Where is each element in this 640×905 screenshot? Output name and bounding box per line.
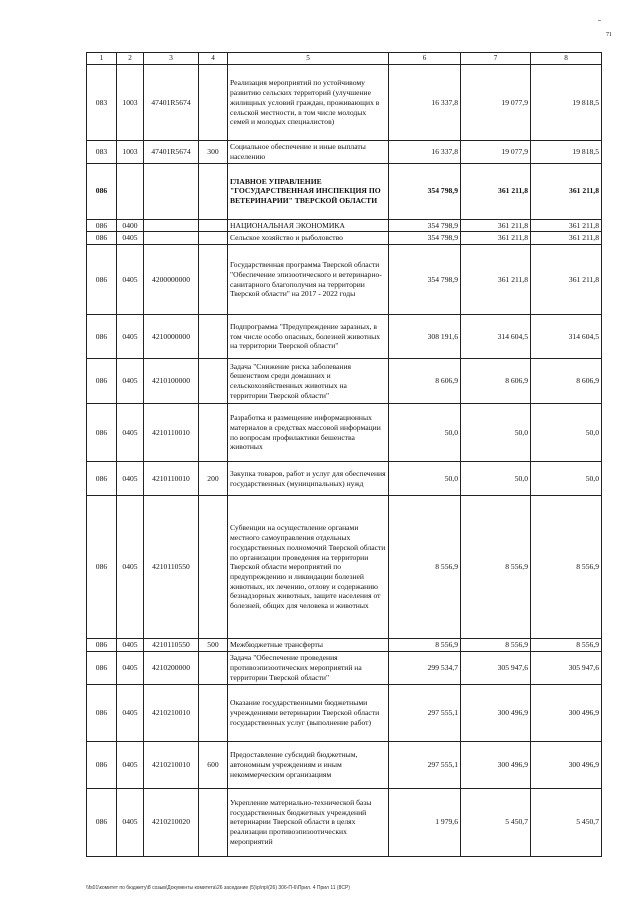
amount-col-7: 8 606,9 bbox=[461, 359, 531, 404]
amount-col-8: 361 211,8 bbox=[531, 245, 602, 315]
admin-code: 086 bbox=[87, 315, 117, 359]
file-path-footer: \\fs01\комитет по бюджету\8 созыв\Документы комитета\26 заседание (5)\р\пр\(26) 306-П-6\Прил. 4 Прил 11 (8СР) bbox=[86, 885, 350, 891]
target-article: 47401R5674 bbox=[144, 65, 199, 141]
admin-code: 086 bbox=[87, 163, 117, 219]
row-description: Задача "Обеспечение проведения противоэпизоотических мероприятий на территории Тверской области" bbox=[228, 651, 389, 684]
expense-type bbox=[199, 65, 228, 141]
admin-code: 086 bbox=[87, 788, 117, 856]
admin-code: 086 bbox=[87, 232, 117, 245]
expense-type bbox=[199, 684, 228, 741]
table-row bbox=[87, 315, 602, 359]
row-description: Задача "Снижение риска заболевания бешенством среди домашних и сельскохозяйственных животных на территории Тверской области" bbox=[228, 359, 389, 404]
row-description: Социальное обеспечение и иные выплаты населению bbox=[228, 141, 389, 163]
expense-type bbox=[199, 788, 228, 856]
section-code: 0405 bbox=[117, 788, 144, 856]
amount-col-8: 361 211,8 bbox=[531, 219, 602, 232]
amount-col-7: 19 077,9 bbox=[461, 141, 531, 163]
amount-col-7: 305 947,6 bbox=[461, 651, 531, 684]
row-description: Подпрограмма "Предупреждение заразных, в том числе особо опасных, болезней животных на территории Тверской области" bbox=[228, 315, 389, 359]
admin-code: 086 bbox=[87, 496, 117, 639]
amount-col-8: 50,0 bbox=[531, 462, 602, 496]
amount-col-6: 354 798,9 bbox=[389, 245, 461, 315]
amount-col-7: 361 211,8 bbox=[461, 163, 531, 219]
section-code: 0405 bbox=[117, 404, 144, 462]
amount-col-8: 8 556,9 bbox=[531, 496, 602, 639]
amount-col-8: 8 556,9 bbox=[531, 639, 602, 652]
table-row bbox=[87, 651, 602, 684]
header-col-7: 7 bbox=[461, 53, 531, 65]
table-row bbox=[87, 639, 602, 652]
amount-col-7: 361 211,8 bbox=[461, 219, 531, 232]
header-col-3: 3 bbox=[144, 53, 199, 65]
expense-type bbox=[199, 359, 228, 404]
admin-code: 086 bbox=[87, 462, 117, 496]
header-col-5: 5 bbox=[228, 53, 389, 65]
admin-code: 086 bbox=[87, 359, 117, 404]
row-description: НАЦИОНАЛЬНАЯ ЭКОНОМИКА bbox=[228, 219, 389, 232]
amount-col-7: 19 077,9 bbox=[461, 65, 531, 141]
admin-code: 083 bbox=[87, 65, 117, 141]
expense-type bbox=[199, 245, 228, 315]
section-code: 0405 bbox=[117, 315, 144, 359]
amount-col-6: 308 191,6 bbox=[389, 315, 461, 359]
amount-col-6: 297 555,1 bbox=[389, 741, 461, 788]
row-description: ГЛАВНОЕ УПРАВЛЕНИЕ "ГОСУДАРСТВЕННАЯ ИНСПЕКЦИЯ ПО ВЕТЕРИНАРИИ" ТВЕРСКОЙ ОБЛАСТИ bbox=[228, 163, 389, 219]
table-row bbox=[87, 462, 602, 496]
amount-col-6: 16 337,8 bbox=[389, 141, 461, 163]
admin-code: 086 bbox=[87, 404, 117, 462]
amount-col-6: 8 556,9 bbox=[389, 496, 461, 639]
table-row bbox=[87, 741, 602, 788]
amount-col-8: 361 211,8 bbox=[531, 232, 602, 245]
header-col-1: 1 bbox=[87, 53, 117, 65]
amount-col-7: 50,0 bbox=[461, 462, 531, 496]
target-article: 4200000000 bbox=[144, 245, 199, 315]
expense-type bbox=[199, 163, 228, 219]
row-description: Укрепление материально-технической базы государственных бюджетных учреждений ветеринарии Тверской области в целях реализации противоэпизоотических мероприятий bbox=[228, 788, 389, 856]
header-col-4: 4 bbox=[199, 53, 228, 65]
section-code: 0405 bbox=[117, 359, 144, 404]
row-description: Реализация мероприятий по устойчивому развитию сельских территорий (улучшение жилищных условий граждан, проживающих в сельской местности, в том числе молодых семей и молодых специалистов) bbox=[228, 65, 389, 141]
section-code: 0405 bbox=[117, 462, 144, 496]
target-article: 4210000000 bbox=[144, 315, 199, 359]
amount-col-6: 16 337,8 bbox=[389, 65, 461, 141]
table-row bbox=[87, 65, 602, 141]
amount-col-8: 19 818,5 bbox=[531, 141, 602, 163]
row-description: Субвенции на осуществление органами местного самоуправления отдельных государственных полномочий Тверской области по организации проведения на территории Тверской области мероприятий по предупреждению и ликвидации болезней животных, их лечению, отлову и содержанию безнадзорных животных, защите населения от болезней, общих для человека и животных bbox=[228, 496, 389, 639]
target-article: 4210110550 bbox=[144, 639, 199, 652]
page-number: 71 bbox=[606, 32, 612, 38]
target-article: 4210100000 bbox=[144, 359, 199, 404]
amount-col-8: 300 496,9 bbox=[531, 684, 602, 741]
amount-col-8: 19 818,5 bbox=[531, 65, 602, 141]
amount-col-6: 354 798,9 bbox=[389, 219, 461, 232]
amount-col-7: 50,0 bbox=[461, 404, 531, 462]
header-col-2: 2 bbox=[117, 53, 144, 65]
amount-col-8: 361 211,8 bbox=[531, 163, 602, 219]
section-code: 0405 bbox=[117, 651, 144, 684]
header-row bbox=[87, 53, 602, 65]
table-row bbox=[87, 245, 602, 315]
table-row bbox=[87, 788, 602, 856]
scan-speck bbox=[598, 20, 601, 21]
budget-table bbox=[86, 52, 602, 857]
target-article bbox=[144, 219, 199, 232]
amount-col-8: 50,0 bbox=[531, 404, 602, 462]
amount-col-6: 299 534,7 bbox=[389, 651, 461, 684]
amount-col-6: 50,0 bbox=[389, 404, 461, 462]
target-article: 4210210010 bbox=[144, 741, 199, 788]
table-row bbox=[87, 163, 602, 219]
expense-type bbox=[199, 219, 228, 232]
amount-col-6: 8 606,9 bbox=[389, 359, 461, 404]
table-row bbox=[87, 684, 602, 741]
section-code: 0405 bbox=[117, 741, 144, 788]
expense-type: 500 bbox=[199, 639, 228, 652]
table-row bbox=[87, 141, 602, 163]
amount-col-8: 300 496,9 bbox=[531, 741, 602, 788]
expense-type bbox=[199, 315, 228, 359]
section-code: 0405 bbox=[117, 496, 144, 639]
row-description: Государственная программа Тверской области "Обеспечение эпизоотического и ветеринарно-санитарного благополучия на территории Тверской области" на 2017 - 2022 годы bbox=[228, 245, 389, 315]
amount-col-8: 314 604,5 bbox=[531, 315, 602, 359]
amount-col-7: 314 604,5 bbox=[461, 315, 531, 359]
target-article: 4210110550 bbox=[144, 496, 199, 639]
admin-code: 086 bbox=[87, 245, 117, 315]
amount-col-6: 50,0 bbox=[389, 462, 461, 496]
header-col-8: 8 bbox=[531, 53, 602, 65]
section-code: 0400 bbox=[117, 219, 144, 232]
amount-col-6: 354 798,9 bbox=[389, 232, 461, 245]
table-row bbox=[87, 496, 602, 639]
amount-col-7: 361 211,8 bbox=[461, 245, 531, 315]
amount-col-7: 8 556,9 bbox=[461, 496, 531, 639]
amount-col-6: 354 798,9 bbox=[389, 163, 461, 219]
target-article: 4210210010 bbox=[144, 684, 199, 741]
section-code bbox=[117, 163, 144, 219]
row-description: Закупка товаров, работ и услуг для обеспечения государственных (муниципальных) нужд bbox=[228, 462, 389, 496]
expense-type: 200 bbox=[199, 462, 228, 496]
admin-code: 086 bbox=[87, 219, 117, 232]
amount-col-8: 8 606,9 bbox=[531, 359, 602, 404]
expense-type bbox=[199, 404, 228, 462]
target-article: 4210110010 bbox=[144, 404, 199, 462]
target-article: 47401R5674 bbox=[144, 141, 199, 163]
target-article: 4210200000 bbox=[144, 651, 199, 684]
section-code: 0405 bbox=[117, 639, 144, 652]
expense-type: 300 bbox=[199, 141, 228, 163]
row-description: Оказание государственными бюджетными учреждениями ветеринарии Тверской области государственных услуг (выполнение работ) bbox=[228, 684, 389, 741]
section-code: 1003 bbox=[117, 65, 144, 141]
row-description: Межбюджетные трансферты bbox=[228, 639, 389, 652]
admin-code: 086 bbox=[87, 684, 117, 741]
admin-code: 083 bbox=[87, 141, 117, 163]
amount-col-6: 1 979,6 bbox=[389, 788, 461, 856]
amount-col-8: 305 947,6 bbox=[531, 651, 602, 684]
section-code: 0405 bbox=[117, 684, 144, 741]
admin-code: 086 bbox=[87, 651, 117, 684]
target-article: 4210210020 bbox=[144, 788, 199, 856]
table-row bbox=[87, 404, 602, 462]
expense-type bbox=[199, 232, 228, 245]
target-article: 4210110010 bbox=[144, 462, 199, 496]
expense-type bbox=[199, 651, 228, 684]
table-row bbox=[87, 219, 602, 232]
section-code: 0405 bbox=[117, 232, 144, 245]
row-description: Разработка и размещение информационных материалов в средствах массовой информации по вопросам профилактики бешенства животных bbox=[228, 404, 389, 462]
section-code: 0405 bbox=[117, 245, 144, 315]
table-row bbox=[87, 232, 602, 245]
admin-code: 086 bbox=[87, 741, 117, 788]
header-col-6: 6 bbox=[389, 53, 461, 65]
amount-col-8: 5 450,7 bbox=[531, 788, 602, 856]
target-article bbox=[144, 163, 199, 219]
amount-col-6: 297 555,1 bbox=[389, 684, 461, 741]
row-description: Предоставление субсидий бюджетным, автономным учреждениям и иным некоммерческим организациям bbox=[228, 741, 389, 788]
amount-col-7: 300 496,9 bbox=[461, 684, 531, 741]
amount-col-6: 8 556,9 bbox=[389, 639, 461, 652]
table-row bbox=[87, 359, 602, 404]
expense-type bbox=[199, 496, 228, 639]
admin-code: 086 bbox=[87, 639, 117, 652]
amount-col-7: 8 556,9 bbox=[461, 639, 531, 652]
amount-col-7: 361 211,8 bbox=[461, 232, 531, 245]
expense-type: 600 bbox=[199, 741, 228, 788]
row-description: Сельское хозяйство и рыболовство bbox=[228, 232, 389, 245]
target-article bbox=[144, 232, 199, 245]
section-code: 1003 bbox=[117, 141, 144, 163]
amount-col-7: 5 450,7 bbox=[461, 788, 531, 856]
amount-col-7: 300 496,9 bbox=[461, 741, 531, 788]
